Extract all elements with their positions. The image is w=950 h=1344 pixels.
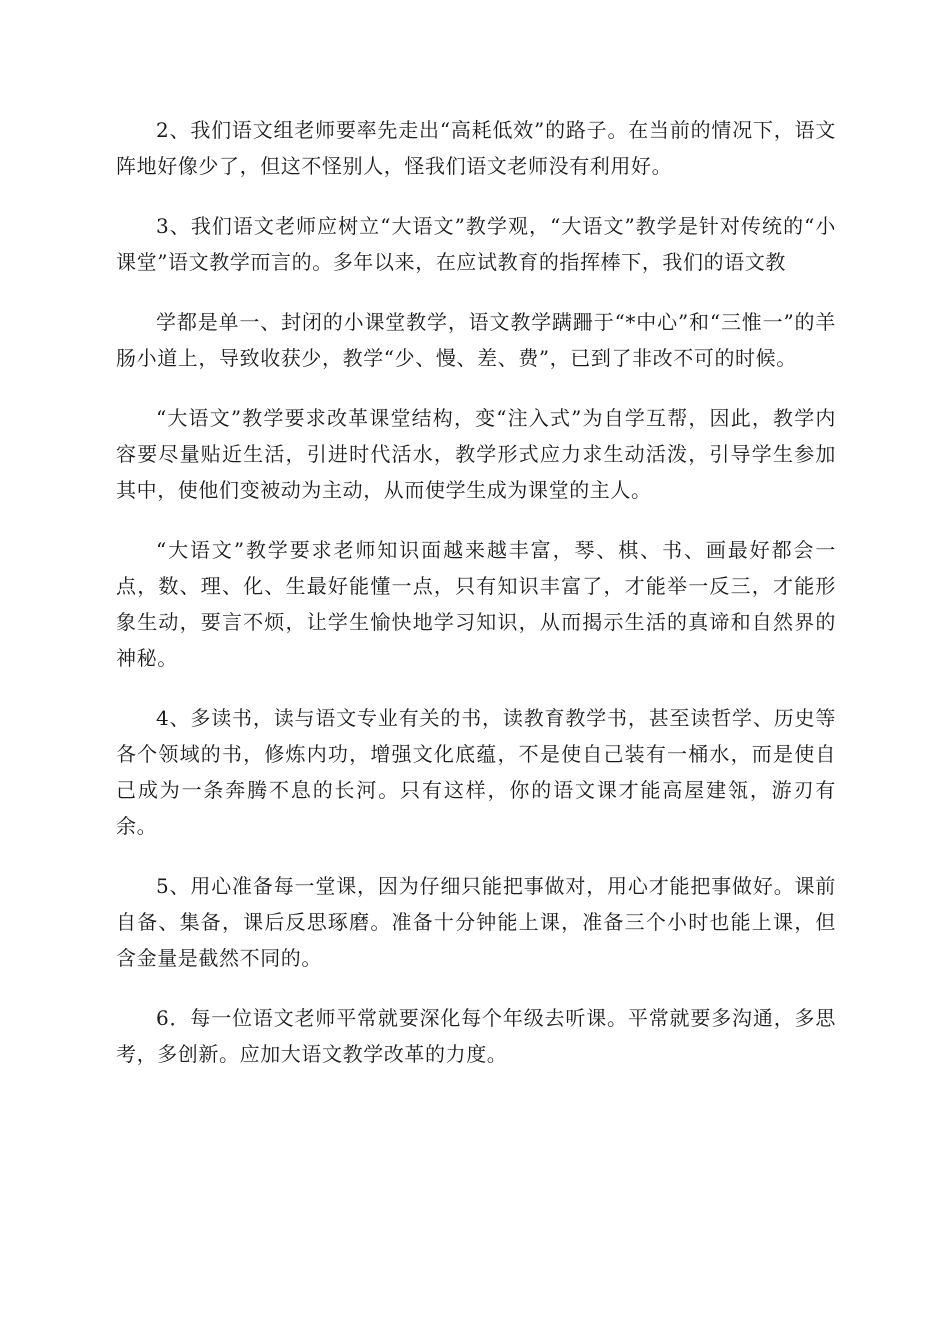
document-page [116,112,836,1096]
paragraph-big-chinese-structure: “大语文”教学要求改革课堂结构，变“注入式”为自学互帮，因此，教学内容要尽量贴近生活，引进时代活水，教学形式应力求生动活泼，引导学生参加其中，使他们变被动为主动，从而使学生成为课堂的主人。 [116,406,836,502]
paragraph-3: 3、我们语文老师应树立“大语文”教学观，“大语文”教学是针对传统的“小课堂”语文教学而言的。多年以来，在应试教育的指挥棒下，我们的语文教 [116,214,836,274]
paragraph-6: 6．每一位语文老师平常就要深化每个年级去听课。平常就要多沟通，多思考，多创新。应加大语文教学改革的力度。 [116,1006,836,1066]
paragraph-4: 4、多读书，读与语文专业有关的书，读教育教学书，甚至读哲学、历史等各个领域的书，修炼内功，增强文化底蕴，不是使自己装有一桶水，而是使自己成为一条奔腾不息的长河。只有这样，你的语文课才能高屋建瓴，游刃有余。 [116,706,836,838]
paragraph-2: 2、我们语文组老师要率先走出“高耗低效”的路子。在当前的情况下，语文阵地好像少了，但这不怪别人，怪我们语文老师没有利用好。 [116,118,836,178]
paragraph-3-continued: 学都是单一、封闭的小课堂教学，语文教学蹒跚于“*中心”和“三惟一”的羊肠小道上，导致收获少，教学“少、慢、差、费”，已到了非改不可的时候。 [116,310,836,370]
paragraph-big-chinese-knowledge: “大语文”教学要求老师知识面越来越丰富，琴、棋、书、画最好都会一点，数、理、化、生最好能懂一点，只有知识丰富了，才能举一反三，才能形象生动，要言不烦，让学生愉快地学习知识，从而揭示生活的真谛和自然界的神秘。 [116,538,836,670]
paragraph-5: 5、用心准备每一堂课，因为仔细只能把事做对，用心才能把事做好。课前自备、集备，课后反思琢磨。准备十分钟能上课，准备三个小时也能上课，但含金量是截然不同的。 [116,874,836,970]
